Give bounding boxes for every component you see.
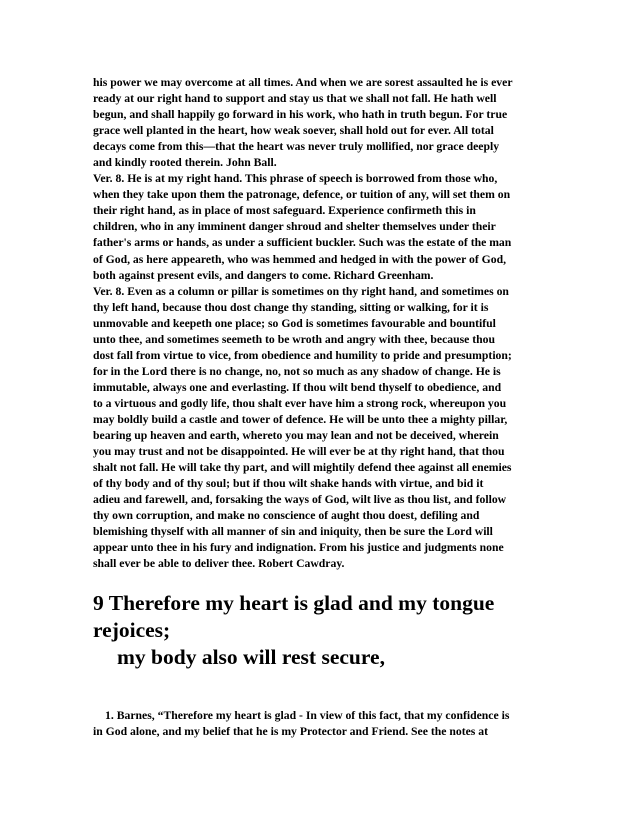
text-line: both against present evils, and dangers to come. Richard Greenham. [93, 268, 434, 282]
text-line: of God, as here appeareth, who was hemmed and hedged in with the power of God, [93, 252, 506, 266]
commentary-body [93, 75, 553, 572]
text-line: Ver. 8. Even as a column or pillar is sometimes on thy right hand, and sometimes on [93, 284, 509, 298]
text-line: bearing up heaven and earth, whereto you may lean and not be deceived, wherein [93, 429, 499, 443]
verse-line: my body also will rest secure, [117, 645, 385, 669]
text-line: when they take upon them the patronage, defence, or tuition of any, will set them on [93, 188, 511, 202]
text-line: shall ever be able to deliver thee. Robert Cawdray. [93, 557, 345, 571]
text-line: blemishing thyself with all manner of sin and iniquity, then be sure the Lord will [93, 525, 493, 539]
text-line: begun, and shall happily go forward in his work, who hath in truth begun. For true [93, 108, 508, 122]
text-line: dost fall from virtue to vice, from obedience and humility to pride and presumption; [93, 348, 512, 362]
text-line: adieu and farewell, and, forsaking the ways of God, wilt live as thou list, and follow [93, 493, 507, 507]
text-line: grace well planted in the heart, how weak soever, shall hold out for ever. All total [93, 124, 494, 138]
verse-heading [93, 590, 563, 671]
verse-line: 9 Therefore my heart is glad and my tongue [93, 591, 495, 615]
barnes-commentary [93, 708, 553, 740]
text-line: immutable, always one and everlasting. If thou wilt bend thyself to obedience, and [93, 380, 502, 394]
text-line: thy left hand, because thou dost change thy standing, sitting or walking, for it is [93, 300, 489, 314]
text-line: for in the Lord there is no change, no, not so much as any shadow of change. He is [93, 364, 501, 378]
commentary-line: in God alone, and my belief that he is my Protector and Friend. See the notes at [93, 725, 488, 739]
text-line: children, who in any imminent danger shroud and shelter themselves under their [93, 220, 496, 234]
text-line: unto thee, and sometimes seemeth to be wroth and angry with thee, because thou [93, 332, 496, 346]
text-line: shalt not fall. He will take thy part, and will mightily defend thee against all enemies [93, 461, 512, 475]
text-line: and kindly rooted therein. John Ball. [93, 156, 277, 170]
text-line: their right hand, as in place of most safeguard. Experience confirmeth this in [93, 204, 476, 218]
text-line: you may trust and not be disappointed. He will ever be at thy right hand, that thou [93, 445, 505, 459]
text-line: father's arms or hands, as under a sufficient buckler. Such was the estate of the man [93, 236, 512, 250]
verse-line: rejoices; [93, 618, 171, 642]
text-line: appear unto thee in his fury and indignation. From his justice and judgments none [93, 541, 504, 555]
text-line: of thy body and of thy soul; but if thou wilt shake hands with virtue, and bid it [93, 477, 484, 491]
text-line: unmovable and keepeth one place; so God is sometimes favourable and bountiful [93, 316, 496, 330]
text-line: his power we may overcome at all times. And when we are sorest assaulted he is ever [93, 76, 513, 89]
text-line: Ver. 8. He is at my right hand. This phrase of speech is borrowed from those who, [93, 172, 498, 186]
commentary-line: 1. Barnes, “Therefore my heart is glad - In view of this fact, that my confidence is [105, 709, 510, 722]
text-line: ready at our right hand to support and stay us that we shall not fall. He hath well [93, 92, 497, 106]
text-line: may boldly build a castle and tower of defence. He will be unto thee a mighty pillar, [93, 412, 508, 426]
text-line: decays come from this—that the heart was never truly mollified, nor grace deeply [93, 140, 500, 154]
text-line: thy own corruption, and make no conscience of aught thou doest, defiling and [93, 509, 480, 523]
text-line: to a virtuous and godly life, thou shalt ever have him a strong rock, whereupon you [93, 396, 507, 410]
